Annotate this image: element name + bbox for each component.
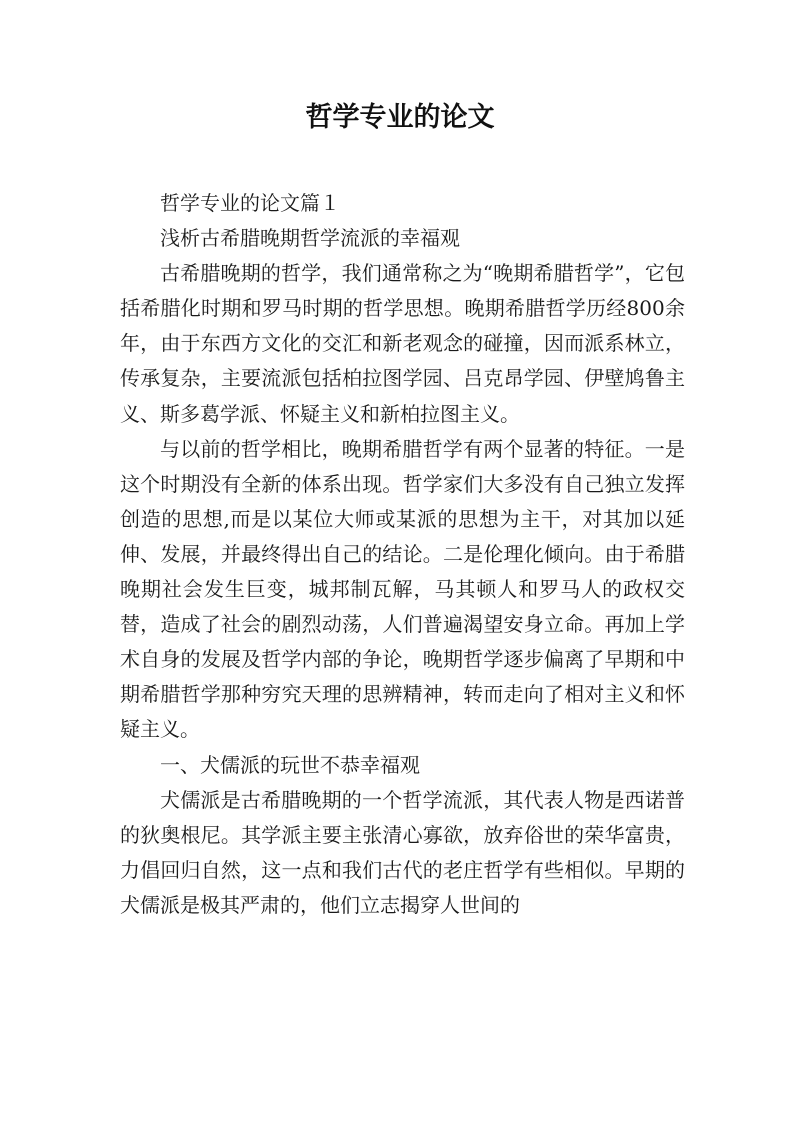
body-paragraph: 古希腊晚期的哲学，我们通常称之为“晚期希腊哲学”，它包括希腊化时期和罗马时期的哲学思想。晚期希腊哲学历经800余年，由于东西方文化的交汇和新老观念的碰撞，因而派系林立，传承复杂，主要流派包括柏拉图学园、吕克昂学园、伊壁鸠鲁主义、斯多葛学派、怀疑主义和新柏拉图主义。 — [120, 261, 685, 426]
body-paragraph: 与以前的哲学相比，晚期希腊哲学有两个显著的特征。一是这个时期没有全新的体系出现。哲学家们大多没有自己独立发挥创造的思想,而是以某位大师或某派的思想为主干，对其加以延伸、发展，并最终得出自己的结论。二是伦理化倾向。由于希腊晚期社会发生巨变，城邦制瓦解，马其顿人和罗马人的政权交替，造成了社会的剧烈动荡，人们普遍渴望安身立命。再加上学术自身的发展及哲学内部的争论，晚期哲学逐步偏离了早期和中期希腊哲学那种穷究天理的思辨精神，转而走向了相对主义和怀疑主义。 — [120, 436, 685, 742]
section-heading: 哲学专业的论文篇１ — [160, 191, 340, 215]
article-subtitle: 浅析古希腊晚期哲学流派的幸福观 — [160, 226, 460, 251]
subsection-heading: 一、犬儒派的玩世不恭幸福观 — [160, 752, 420, 777]
document-title: 哲学专业的论文 — [305, 102, 495, 133]
document-body — [120, 186, 685, 923]
body-paragraph: 犬儒派是古希腊晚期的一个哲学流派，其代表人物是西诺普的狄奥根尼。其学派主要主张清心寡欲，放弃俗世的荣华富贵，力倡回归自然，这一点和我们古代的老庄哲学有些相似。早期的犬儒派是极其严肃的，他们立志揭穿人世间的 — [120, 787, 685, 917]
